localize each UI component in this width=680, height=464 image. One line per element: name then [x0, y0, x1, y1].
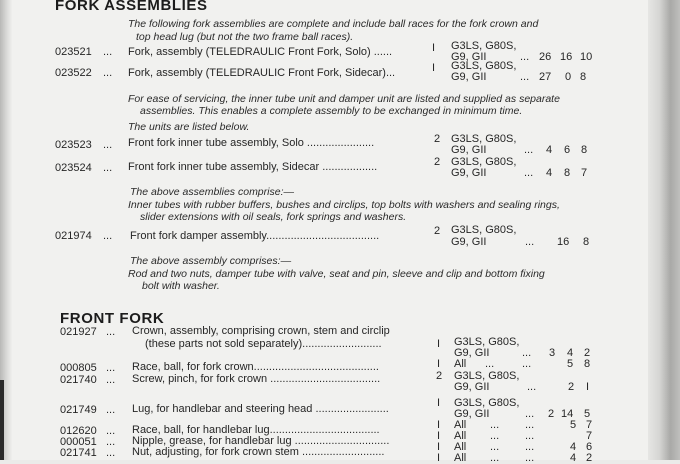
section-title-front-fork: FRONT FORK [60, 310, 165, 327]
models-line2: G9, GII [454, 381, 490, 393]
quantity: 2 [434, 133, 441, 145]
part-number: 012620 [60, 425, 97, 437]
part-description: Fork, assembly (TELEDRAULIC Front Fork, Solo) ...... [128, 46, 393, 58]
quantity: I [437, 397, 441, 409]
models-line2: G9, GII [451, 167, 487, 179]
models-line1: All [454, 430, 467, 442]
part-description: Screw, pinch, for fork crown .................................... [132, 373, 381, 385]
separator-dots: ... [103, 139, 113, 151]
models-line1: G3LS, G80S, [451, 156, 517, 168]
models-line1: G3LS, G80S, [451, 40, 517, 52]
separator-dots: ... [525, 236, 535, 248]
price-pounds: 26 [539, 51, 552, 63]
part-description: Race, ball, for handlebar lug.................................... [132, 424, 380, 436]
separator-dots: ... [106, 436, 116, 448]
price-shillings: 4 [570, 452, 577, 464]
quantity: 2 [436, 370, 443, 382]
price-pence: 2 [584, 347, 591, 359]
quantity: I [437, 338, 441, 350]
price-shillings: 0 [565, 71, 572, 83]
part-number: 000805 [60, 362, 97, 374]
price-shillings: 4 [570, 441, 577, 453]
part-description-line2: (these parts not sold separately).......................... [145, 338, 382, 350]
damper-note-line2: bolt with washer. [142, 280, 220, 292]
models-line1: All [454, 441, 467, 453]
part-description: Race, ball, for fork crown......................................... [132, 361, 379, 373]
models-line2: G9, GII [451, 71, 487, 83]
assemblies-comprise-note: The above assemblies comprise:— [130, 186, 294, 198]
section-title-fork-assemblies: FORK ASSEMBLIES [55, 0, 208, 14]
quantity: 2 [434, 225, 441, 237]
part-number: 021927 [60, 326, 97, 338]
quantity: I [432, 42, 436, 54]
price-shillings: 16 [560, 51, 573, 63]
models-line1: All [454, 358, 467, 370]
models-line1: G3LS, G80S, [451, 60, 517, 72]
price-pence: 7 [586, 419, 593, 431]
price-pence: 7 [586, 430, 593, 442]
models-line1: G3LS, G80S, [451, 224, 517, 236]
part-description: Nipple, grease, for handlebar lug ............................... [132, 435, 390, 447]
separator-dots: ... [490, 452, 500, 464]
part-number: 000051 [60, 436, 97, 448]
separator-dots: ... [525, 408, 535, 420]
models-line2: G9, GII [454, 408, 490, 420]
separator-dots: ... [490, 430, 500, 442]
separator-dots: ... [485, 358, 495, 370]
price-shillings: 5 [567, 358, 574, 370]
separator-dots: ... [106, 374, 116, 386]
separator-dots: ... [524, 144, 534, 156]
models-line1: G3LS, G80S, [454, 397, 520, 409]
inner-tubes-note-line1: Inner tubes with rubber buffers, bushes and circlips, top bolts with washers and sealing rings, [128, 199, 560, 211]
separator-dots: ... [490, 419, 500, 431]
inner-tubes-note-line2: slider extensions with oil seals, fork springs and washers. [140, 211, 407, 223]
models-line1: All [454, 452, 467, 464]
models-line1: G3LS, G80S, [454, 336, 520, 348]
models-line2: G9, GII [451, 51, 487, 63]
quantity: I [437, 441, 441, 453]
part-description: Front fork inner tube assembly, Solo ...................... [128, 137, 375, 149]
separator-dots: ... [525, 430, 535, 442]
intro-note-line1: The following fork assemblies are complete and include ball races for the fork crown and [128, 18, 539, 30]
separator-dots: ... [106, 404, 116, 416]
models-line1: G3LS, G80S, [451, 133, 517, 145]
separator-dots: ... [106, 362, 116, 374]
price-shillings: 2 [568, 381, 575, 393]
part-number: 023521 [55, 46, 92, 58]
separator-dots: ... [522, 347, 532, 359]
quantity: I [437, 430, 441, 442]
price-pounds: 4 [546, 167, 553, 179]
servicing-note-line2: assemblies. This enables a complete assembly to be exchanged in minimum time. [140, 105, 523, 117]
separator-dots: ... [520, 71, 530, 83]
separator-dots: ... [525, 441, 535, 453]
units-listed-note: The units are listed below. [128, 121, 250, 133]
part-number: 023523 [55, 139, 92, 151]
price-shillings: 6 [564, 144, 571, 156]
part-number: 021749 [60, 404, 97, 416]
separator-dots: ... [490, 441, 500, 453]
price-pence: 2 [586, 452, 593, 464]
separator-dots: ... [106, 326, 116, 338]
page-left-edge [0, 0, 12, 460]
quantity: 2 [434, 156, 441, 168]
part-number: 021974 [55, 230, 92, 242]
quantity: I [437, 419, 441, 431]
quantity: I [432, 62, 436, 74]
models-line1: All [454, 419, 467, 431]
part-description: Front fork inner tube assembly, Sidecar .................. [128, 161, 378, 173]
separator-dots: ... [524, 167, 534, 179]
price-shillings: 4 [567, 347, 574, 359]
servicing-note-line1: For ease of servicing, the inner tube unit and damper unit are listed and supplied as separate [128, 93, 560, 105]
intro-note-line2: top head lug (but not the two frame ball races). [136, 31, 354, 43]
separator-dots: ... [520, 51, 530, 63]
separator-dots: ... [103, 230, 113, 242]
price-pence: I [586, 381, 590, 393]
price-shillings: 16 [557, 236, 570, 248]
separator-dots: ... [103, 67, 113, 79]
price-pounds: 3 [549, 347, 556, 359]
part-number: 023524 [55, 162, 92, 174]
price-pounds: 4 [546, 144, 553, 156]
separator-dots: ... [106, 425, 116, 437]
part-number: 023522 [55, 67, 92, 79]
models-line2: G9, GII [451, 144, 487, 156]
models-line2: G9, GII [451, 236, 487, 248]
separator-dots: ... [525, 419, 535, 431]
price-pence: 6 [586, 441, 593, 453]
part-description: Crown, assembly, comprising crown, stem and circlip [132, 325, 390, 337]
separator-dots: ... [525, 452, 535, 464]
price-pounds: 2 [548, 408, 555, 420]
part-number: 021740 [60, 374, 97, 386]
price-pence: 7 [581, 167, 588, 179]
price-shillings: 8 [564, 167, 571, 179]
price-pence: 8 [581, 144, 588, 156]
price-pounds: 27 [539, 71, 552, 83]
damper-note-line1: Rod and two nuts, damper tube with valve, seat and pin, sleeve and clip and bottom fixing [128, 268, 545, 280]
separator-dots: ... [103, 162, 113, 174]
separator-dots: ... [527, 381, 537, 393]
quantity: I [437, 358, 441, 370]
price-shillings: 14 [561, 408, 574, 420]
models-line1: G3LS, G80S, [454, 370, 520, 382]
price-pence: 10 [580, 51, 593, 63]
price-pence: 8 [580, 71, 587, 83]
separator-dots: ... [522, 358, 532, 370]
price-pence: 8 [584, 358, 591, 370]
part-number: 021741 [60, 447, 97, 459]
separator-dots: ... [103, 46, 113, 58]
page-binding-shadow [648, 0, 680, 460]
assembly-comprises-note: The above assembly comprises:— [130, 255, 292, 267]
part-description: Fork, assembly (TELEDRAULIC Front Fork, Sidecar)... [128, 67, 396, 79]
price-pence: 8 [583, 236, 590, 248]
quantity: I [437, 452, 441, 464]
separator-dots: ... [106, 447, 116, 459]
part-description: Front fork damper assembly..................................... [130, 230, 380, 242]
part-description: Lug, for handlebar and steering head ........................ [132, 403, 389, 415]
part-description: Nut, adjusting, for fork crown stem ........................... [132, 446, 385, 458]
price-pence: 5 [584, 408, 591, 420]
models-line2: G9, GII [454, 347, 490, 359]
price-shillings: 5 [570, 419, 577, 431]
